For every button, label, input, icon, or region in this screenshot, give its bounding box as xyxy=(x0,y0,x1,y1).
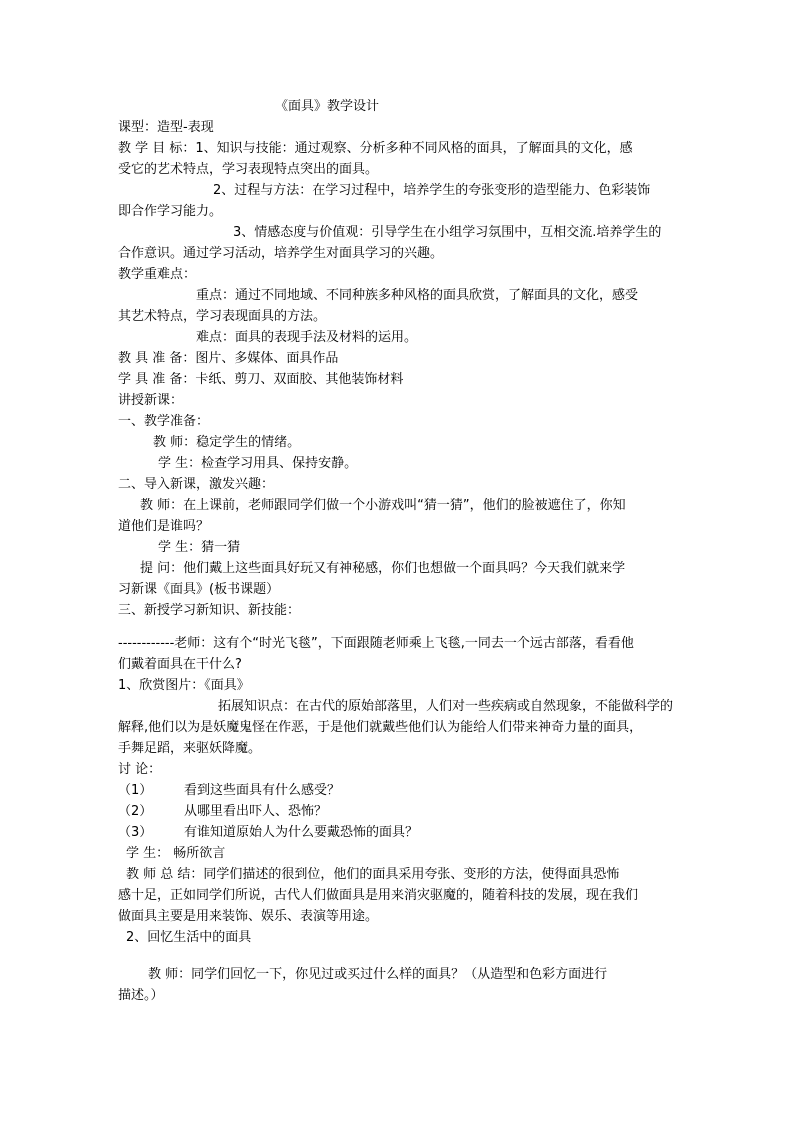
section-2-teacher-a: 教 师：在上课前，老师跟同学们做一个小游戏叫“猜一猜”，他们的脸被遮住了，你知 xyxy=(140,498,626,513)
expand-knowledge-b: 解释,他们以为是妖魔鬼怪在作恶，于是他们就戴些他们认为能给人们带来神奇力量的面具， xyxy=(118,720,643,735)
recall-teacher-b: 描述。） xyxy=(118,988,164,1003)
question-3 xyxy=(118,822,678,843)
goal-2-line-a: 2、过程与方法：在学习过程中，培养学生的夸张变形的造型能力、色彩装饰 xyxy=(213,183,651,198)
expand-knowledge-a: 拓展知识点：在古代的原始部落里，人们对一些疾病或自然现象，不能做科学的 xyxy=(218,699,674,714)
question-1-number: （1） xyxy=(118,783,153,798)
section-2-question-b: 习新课《面具》(板书课题） xyxy=(118,582,280,597)
student-tools: 学 具 准 备：卡纸、剪刀、双面胶、其他装饰材料 xyxy=(118,372,404,387)
question-1-text: 看到这些面具有什么感受？ xyxy=(184,783,341,798)
question-3-number: （3） xyxy=(118,825,153,840)
key-points-heading: 教学重难点： xyxy=(118,267,197,282)
expand-knowledge-c: 手舞足蹈，来驱妖降魔。 xyxy=(118,741,262,756)
item-2-heading: 2、回忆生活中的面具 xyxy=(126,930,252,945)
question-2-number: （2） xyxy=(118,804,153,819)
section-2-teacher-b: 道他们是谁吗？ xyxy=(118,519,210,534)
goal-2-line-b: 即合作学习能力。 xyxy=(118,204,223,219)
question-1 xyxy=(118,780,678,801)
teacher-tools: 教 具 准 备：图片、多媒体、面具作品 xyxy=(118,351,339,366)
difficulty-line: 难点：面具的表现手法及材料的运用。 xyxy=(196,330,418,345)
teacher-summary-a: 教 师 总 结：同学们描述的很到位，他们的面具采用夸张、变形的方法，使得面具恐怖 xyxy=(126,867,620,882)
section-2-heading: 二、导入新课，激发兴趣： xyxy=(118,477,275,492)
section-2-student: 学 生：猜一猜 xyxy=(158,540,241,555)
question-3-text: 有谁知道原始人为什么要戴恐怖的面具？ xyxy=(184,825,419,840)
goal-1-line-b: 受它的艺术特点，学习表现特点突出的面具。 xyxy=(118,162,379,177)
document-page xyxy=(118,96,678,1006)
question-2-text: 从哪里看出吓人、恐怖？ xyxy=(184,804,328,819)
section-1-student: 学 生：检查学习用具、保持安静。 xyxy=(158,456,358,471)
lecture-heading: 讲授新课： xyxy=(118,393,184,408)
item-1-heading: 1、欣赏图片：《面具》 xyxy=(118,678,250,693)
goal-3-line-a: 3、情感态度与价值观：引导学生在小组学习氛围中，互相交流.培养学生的 xyxy=(233,225,662,240)
student-answer: 学 生： 畅所欲言 xyxy=(126,846,226,861)
recall-teacher-a: 教 师：同学们回忆一下，你见过或买过什么样的面具？（从造型和色彩方面进行 xyxy=(148,967,608,982)
section-2-question-a: 提 问：他们戴上这些面具好玩又有神秘感，你们也想做一个面具吗？今天我们就来学 xyxy=(140,561,626,576)
doc-title: 《面具》教学设计 xyxy=(275,99,380,114)
section-3-teacher-a: ------------老师：这有个“时光飞毯”，下面跟随老师乘上飞毯,一同去一个远古部落，看看他 xyxy=(118,636,634,651)
section-3-heading: 三、新授学习新知识、新技能： xyxy=(118,603,301,618)
question-2 xyxy=(118,801,678,822)
goal-1-line-a: 教 学 目 标：1、知识与技能：通过观察、分析多种不同风格的面具，了解面具的文化，感 xyxy=(118,141,633,156)
key-point-line-b: 其艺术特点，学习表现面具的方法。 xyxy=(118,309,327,324)
teacher-summary-c: 做面具主要是用来装饰、娱乐、表演等用途。 xyxy=(118,909,379,924)
goal-3-line-b: 合作意识。通过学习活动，培养学生对面具学习的兴趣。 xyxy=(118,246,444,261)
section-1-heading: 一、教学准备： xyxy=(118,414,210,429)
key-point-line-a: 重点：通过不同地域、不同种族多种风格的面具欣赏，了解面具的文化，感受 xyxy=(196,288,639,303)
teacher-summary-b: 感十足，正如同学们所说，古代人们做面具是用来消灾驱魔的，随着科技的发展，现在我们 xyxy=(118,888,639,903)
discussion-heading: 讨 论： xyxy=(118,762,162,777)
section-3-teacher-b: 们戴着面具在干什么? xyxy=(118,657,242,672)
course-type: 课型：造型-表现 xyxy=(118,120,214,135)
section-1-teacher: 教 师：稳定学生的情绪。 xyxy=(153,435,301,450)
